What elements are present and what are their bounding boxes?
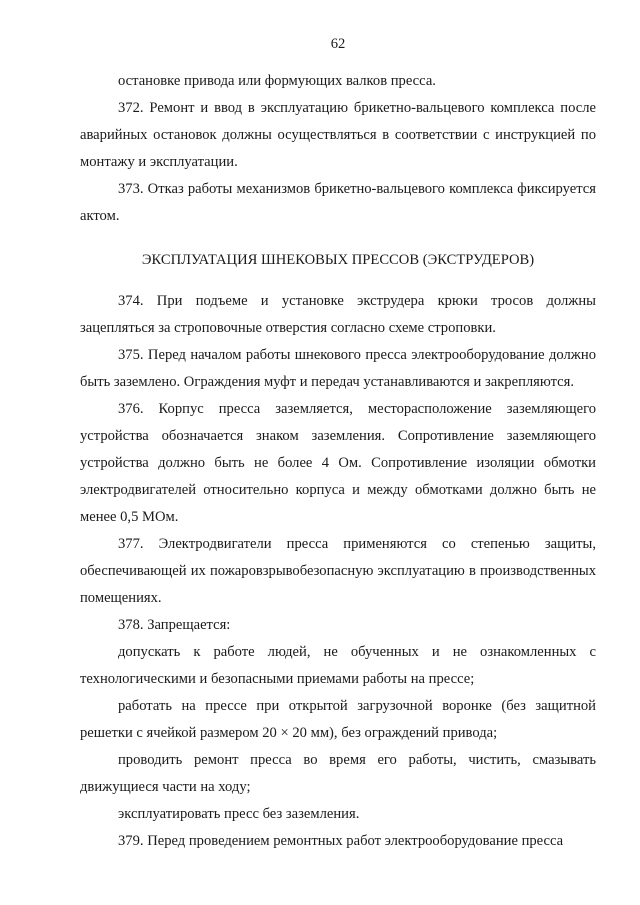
page-number: 62 bbox=[330, 36, 346, 52]
paragraph-376: 376. Корпус пресса заземляется, месторасположение заземляющего устройства обозначается знаком заземления. Сопротивление заземляющего устройства должно быть не более 4 Ом. Сопротивление изоляции обмотки электродвигателей относительно корпуса и между обмотками должно быть не менее 0,5 МОм. bbox=[80, 401, 596, 525]
list-item-4: эксплуатировать пресс без заземления. bbox=[118, 806, 360, 822]
paragraph-373: 373. Отказ работы механизмов брикетно-вальцевого комплекса фиксируется актом. bbox=[80, 181, 596, 224]
document-page bbox=[80, 34, 596, 855]
paragraph-377: 377. Электродвигатели пресса применяются со степенью защиты, обеспечивающей их пожаровзрывобезопасную эксплуатацию в производственных помещениях. bbox=[80, 536, 596, 606]
list-item-1: допускать к работе людей, не обученных и не ознакомленных с технологическими и безопасными приемами работы на прессе; bbox=[80, 644, 596, 687]
paragraph-378: 378. Запрещается: bbox=[118, 617, 231, 633]
paragraph-continuation: остановке привода или формующих валков пресса. bbox=[118, 73, 436, 89]
paragraph-372: 372. Ремонт и ввод в эксплуатацию брикетно-вальцевого комплекса после аварийных остановок должны осуществляться в соответствии с инструкцией по монтажу и эксплуатации. bbox=[80, 100, 596, 170]
section-heading: ЭКСПЛУАТАЦИЯ ШНЕКОВЫХ ПРЕССОВ (ЭКСТРУДЕРОВ) bbox=[141, 252, 535, 268]
paragraph-379: 379. Перед проведением ремонтных работ электрооборудование пресса bbox=[118, 833, 564, 849]
list-item-2: работать на прессе при открытой загрузочной воронке (без защитной решетки с ячейкой размером 20 × 20 мм), без ограждений привода; bbox=[80, 698, 596, 741]
paragraph-375: 375. Перед началом работы шнекового пресса электрооборудование должно быть заземлено. Ограждения муфт и передач устанавливаются и закрепляются. bbox=[80, 347, 596, 390]
paragraph-374: 374. При подъеме и установке экструдера крюки тросов должны зацепляться за строповочные отверстия согласно схеме строповки. bbox=[80, 293, 596, 336]
list-item-3: проводить ремонт пресса во время его работы, чистить, смазывать движущиеся части на ходу; bbox=[80, 752, 596, 795]
